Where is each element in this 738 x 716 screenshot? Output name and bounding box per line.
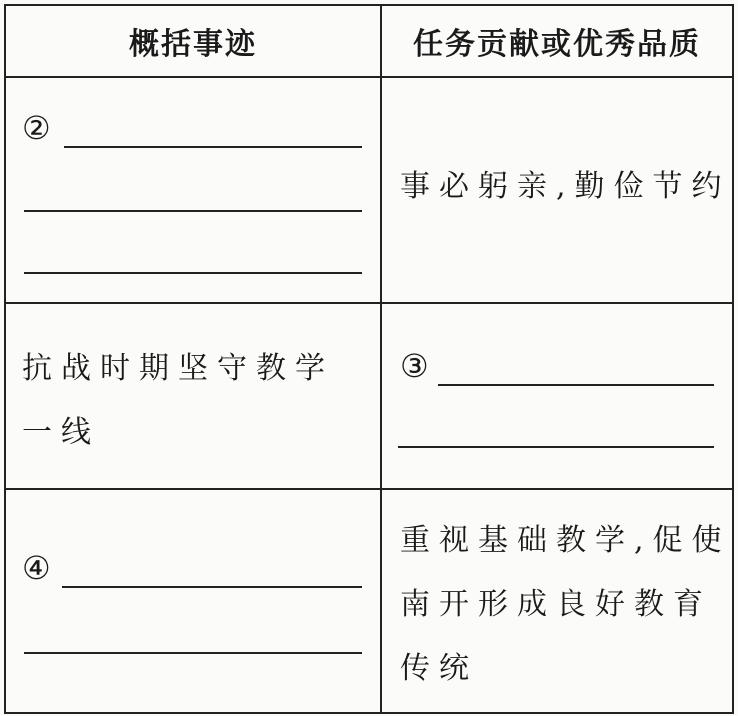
- cell-deed-blank-2: [5, 77, 381, 303]
- answer-table: [4, 4, 734, 714]
- answer-blank-line[interactable]: [398, 446, 714, 448]
- cell-deed-blank-4: [5, 489, 381, 713]
- contribution-text-line-1: 重视基础教学,促使: [400, 523, 731, 558]
- answer-blank-line[interactable]: [24, 272, 362, 274]
- cell-contribution-blank-3: [381, 303, 733, 489]
- cell-contribution-3: [381, 489, 733, 713]
- contribution-text-line-3: 传统: [400, 651, 478, 686]
- header-contribution: 任务贡献或优秀品质: [381, 5, 733, 77]
- contribution-text: 事必躬亲,勤俭节约: [400, 169, 731, 204]
- answer-blank-line[interactable]: [24, 652, 362, 654]
- deed-text-line-2: 一线: [22, 415, 100, 450]
- cell-contribution-1: [381, 77, 733, 303]
- cell-deed-2: [5, 303, 381, 489]
- marker-3: ③: [400, 347, 429, 385]
- table-row: [5, 77, 733, 303]
- deed-text-line-1: 抗战时期坚守教学: [22, 351, 334, 386]
- answer-blank-line[interactable]: [438, 384, 714, 386]
- table-header-row: [5, 5, 733, 77]
- marker-2: ②: [22, 109, 51, 147]
- marker-4: ④: [22, 549, 51, 587]
- answer-blank-line[interactable]: [62, 586, 362, 588]
- header-deeds: 概括事迹: [5, 5, 381, 77]
- contribution-text-line-2: 南开形成良好教育: [400, 587, 712, 622]
- answer-blank-line[interactable]: [24, 210, 362, 212]
- answer-blank-line[interactable]: [64, 146, 362, 148]
- table-row: [5, 303, 733, 489]
- table-row: [5, 489, 733, 713]
